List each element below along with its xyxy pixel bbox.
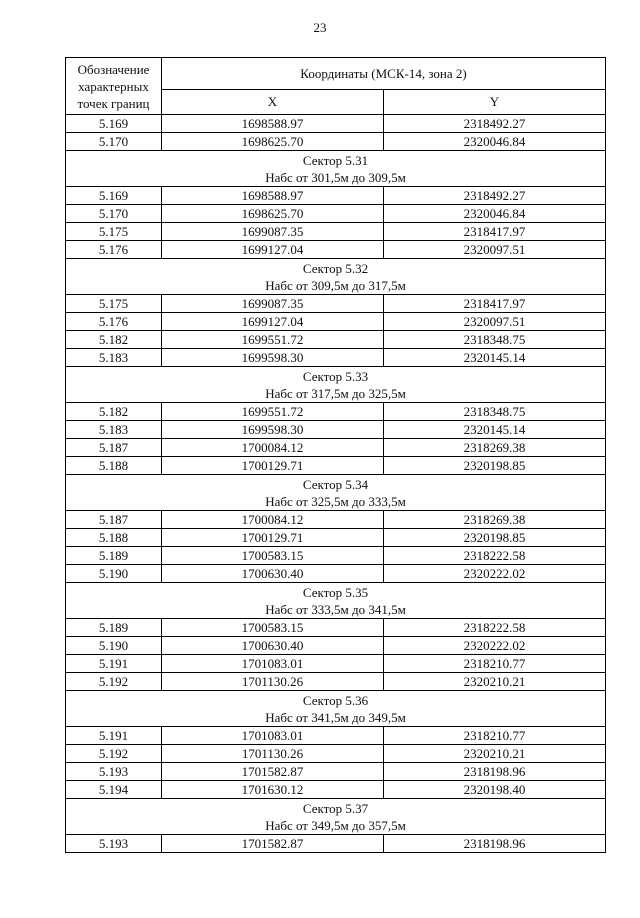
y-cell: 2320097.51	[384, 241, 606, 259]
x-cell: 1699598.30	[162, 421, 384, 439]
sector-title: Сектор 5.37	[302, 800, 369, 816]
table-row	[66, 781, 606, 799]
x-cell: 1698625.70	[162, 133, 384, 151]
table-row	[66, 619, 606, 637]
page-number: 23	[313, 20, 327, 35]
point-cell: 5.188	[66, 457, 162, 475]
y-cell: 2318210.77	[384, 727, 606, 745]
table-row	[66, 763, 606, 781]
x-cell: 1700129.71	[162, 529, 384, 547]
x-cell: 1700084.12	[162, 511, 384, 529]
table-row	[66, 673, 606, 691]
table-row	[66, 565, 606, 583]
point-cell: 5.187	[66, 439, 162, 457]
table-row	[66, 655, 606, 673]
y-cell: 2320046.84	[384, 133, 606, 151]
point-cell: 5.176	[66, 241, 162, 259]
sector-height-range: Набс от 309,5м до 317,5м	[265, 277, 406, 293]
point-cell: 5.176	[66, 313, 162, 331]
sector-header	[66, 151, 606, 187]
table-row	[66, 511, 606, 529]
coordinates-table	[65, 57, 606, 853]
point-cell: 5.190	[66, 565, 162, 583]
y-cell: 2318348.75	[384, 331, 606, 349]
sector-header	[66, 475, 606, 511]
point-cell: 5.190	[66, 637, 162, 655]
x-cell: 1699087.35	[162, 295, 384, 313]
x-cell: 1698625.70	[162, 205, 384, 223]
table-row	[66, 745, 606, 763]
y-cell: 2320046.84	[384, 205, 606, 223]
point-cell: 5.175	[66, 223, 162, 241]
x-cell: 1701582.87	[162, 835, 384, 853]
sector-header	[66, 259, 606, 295]
x-cell: 1698588.97	[162, 187, 384, 205]
sector-header-row	[66, 151, 606, 187]
table-row	[66, 349, 606, 367]
y-cell: 2318417.97	[384, 295, 606, 313]
x-cell: 1699551.72	[162, 403, 384, 421]
sector-title: Сектор 5.34	[302, 476, 369, 492]
sector-header-row	[66, 691, 606, 727]
y-cell: 2318417.97	[384, 223, 606, 241]
y-cell: 2318492.27	[384, 115, 606, 133]
table-row	[66, 637, 606, 655]
table-row	[66, 133, 606, 151]
y-cell: 2318269.38	[384, 439, 606, 457]
x-cell: 1701582.87	[162, 763, 384, 781]
sector-title: Сектор 5.31	[302, 152, 369, 168]
point-cell: 5.191	[66, 655, 162, 673]
point-cell: 5.192	[66, 673, 162, 691]
x-cell: 1701630.12	[162, 781, 384, 799]
sector-height-range: Набс от 301,5м до 309,5м	[265, 169, 406, 185]
sector-height-range: Набс от 333,5м до 341,5м	[265, 601, 406, 617]
point-cell: 5.188	[66, 529, 162, 547]
sector-header	[66, 799, 606, 835]
x-cell: 1700129.71	[162, 457, 384, 475]
point-cell: 5.170	[66, 133, 162, 151]
point-column-header: Обозначение характерных точек границ	[66, 58, 162, 115]
point-cell: 5.175	[66, 295, 162, 313]
y-cell: 2320198.85	[384, 529, 606, 547]
x-cell: 1699127.04	[162, 313, 384, 331]
x-column-header: X	[162, 90, 384, 115]
table-row	[66, 295, 606, 313]
table-row	[66, 187, 606, 205]
y-cell: 2320222.02	[384, 565, 606, 583]
point-cell: 5.183	[66, 421, 162, 439]
point-cell: 5.193	[66, 763, 162, 781]
x-cell: 1701083.01	[162, 727, 384, 745]
y-cell: 2320145.14	[384, 421, 606, 439]
x-cell: 1700084.12	[162, 439, 384, 457]
sector-title: Сектор 5.36	[302, 692, 369, 708]
table-row	[66, 241, 606, 259]
sector-height-range: Набс от 317,5м до 325,5м	[265, 385, 406, 401]
point-cell: 5.193	[66, 835, 162, 853]
y-cell: 2320198.85	[384, 457, 606, 475]
x-cell: 1699087.35	[162, 223, 384, 241]
y-cell: 2320097.51	[384, 313, 606, 331]
y-cell: 2318492.27	[384, 187, 606, 205]
sector-header-row	[66, 259, 606, 295]
y-cell: 2318198.96	[384, 835, 606, 853]
y-cell: 2320145.14	[384, 349, 606, 367]
table-row	[66, 529, 606, 547]
sector-height-range: Набс от 325,5м до 333,5м	[265, 493, 406, 509]
y-cell: 2320222.02	[384, 637, 606, 655]
sector-header-row	[66, 475, 606, 511]
point-cell: 5.189	[66, 547, 162, 565]
x-cell: 1699598.30	[162, 349, 384, 367]
y-cell: 2318348.75	[384, 403, 606, 421]
point-cell: 5.192	[66, 745, 162, 763]
x-cell: 1701130.26	[162, 745, 384, 763]
y-cell: 2318222.58	[384, 547, 606, 565]
y-cell: 2318210.77	[384, 655, 606, 673]
table-row	[66, 331, 606, 349]
point-cell: 5.189	[66, 619, 162, 637]
sector-height-range: Набс от 341,5м до 349,5м	[265, 709, 406, 725]
point-cell: 5.194	[66, 781, 162, 799]
table-row	[66, 403, 606, 421]
table-row	[66, 547, 606, 565]
x-cell: 1699127.04	[162, 241, 384, 259]
point-cell: 5.183	[66, 349, 162, 367]
y-column-header: Y	[384, 90, 606, 115]
y-cell: 2318222.58	[384, 619, 606, 637]
point-cell: 5.191	[66, 727, 162, 745]
sector-header	[66, 691, 606, 727]
sector-header	[66, 583, 606, 619]
coords-column-header: Координаты (МСК-14, зона 2)	[162, 58, 606, 90]
sector-title: Сектор 5.33	[302, 368, 369, 384]
point-cell: 5.182	[66, 331, 162, 349]
x-cell: 1700630.40	[162, 565, 384, 583]
sector-height-range: Набс от 349,5м до 357,5м	[265, 817, 406, 833]
point-cell: 5.169	[66, 187, 162, 205]
sector-header-row	[66, 367, 606, 403]
point-cell: 5.182	[66, 403, 162, 421]
table-row	[66, 421, 606, 439]
table-row	[66, 223, 606, 241]
sector-header	[66, 367, 606, 403]
x-cell: 1701130.26	[162, 673, 384, 691]
x-cell: 1701083.01	[162, 655, 384, 673]
y-cell: 2318269.38	[384, 511, 606, 529]
x-cell: 1698588.97	[162, 115, 384, 133]
table-row	[66, 205, 606, 223]
sector-header-row	[66, 583, 606, 619]
point-cell: 5.170	[66, 205, 162, 223]
point-cell: 5.187	[66, 511, 162, 529]
table-body	[66, 115, 606, 853]
table-row	[66, 115, 606, 133]
y-cell: 2320210.21	[384, 745, 606, 763]
sector-title: Сектор 5.32	[302, 260, 369, 276]
point-cell: 5.169	[66, 115, 162, 133]
table-row	[66, 457, 606, 475]
table-row	[66, 439, 606, 457]
y-cell: 2318198.96	[384, 763, 606, 781]
table-row	[66, 313, 606, 331]
sector-title: Сектор 5.35	[302, 584, 369, 600]
y-cell: 2320198.40	[384, 781, 606, 799]
x-cell: 1700583.15	[162, 619, 384, 637]
x-cell: 1700583.15	[162, 547, 384, 565]
x-cell: 1699551.72	[162, 331, 384, 349]
y-cell: 2320210.21	[384, 673, 606, 691]
sector-header-row	[66, 799, 606, 835]
table-row	[66, 727, 606, 745]
table-row	[66, 835, 606, 853]
x-cell: 1700630.40	[162, 637, 384, 655]
